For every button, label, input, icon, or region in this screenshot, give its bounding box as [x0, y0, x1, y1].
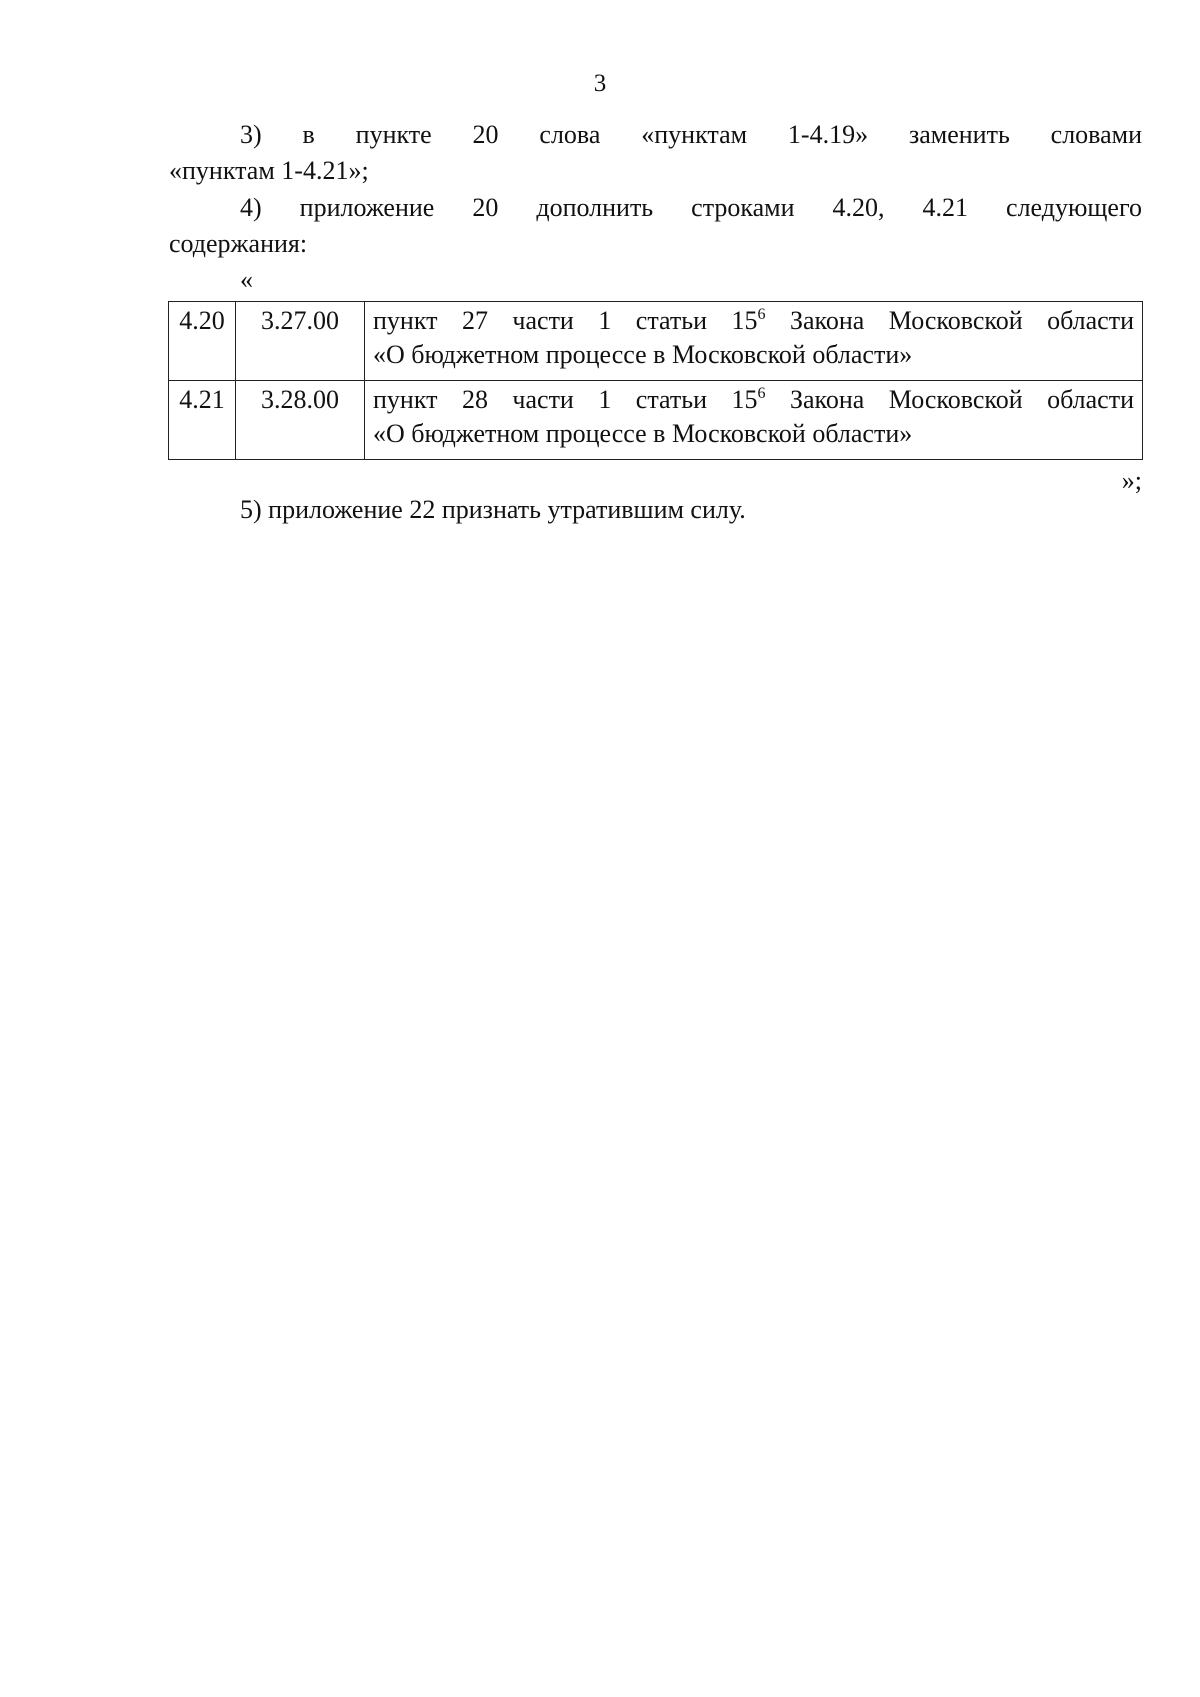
description-line-1	[373, 383, 1134, 417]
word: следующего	[1006, 193, 1142, 222]
word: «пунктам	[641, 120, 748, 149]
appendix-table	[168, 301, 1143, 460]
item-4-paragraph	[169, 190, 1142, 262]
word: дополнить	[536, 193, 654, 222]
word: 4.20,	[832, 193, 885, 222]
table-row	[169, 302, 1143, 381]
word: слова	[539, 120, 601, 149]
superscript: 6	[757, 306, 766, 323]
row-code-cell: 3.28.00	[236, 381, 365, 460]
page-number: 3	[593, 70, 607, 97]
word: строками	[691, 193, 795, 222]
description-text: пункт 28 части 1 статьи 15	[373, 385, 758, 414]
opening-quote: «	[240, 265, 253, 294]
word: 1-4.19»	[787, 120, 869, 149]
row-description-cell	[365, 381, 1143, 460]
row-number-cell: 4.21	[169, 381, 236, 460]
word: 4) приложение	[240, 193, 435, 222]
superscript: 6	[757, 385, 766, 402]
word: 3) в	[240, 120, 315, 149]
description-line-2: «О бюджетном процессе в Московской области»	[373, 419, 913, 448]
word: заменить	[908, 120, 1010, 149]
item-3-line-2: «пунктам 1-4.21»;	[169, 156, 369, 185]
description-text: Закона Московской области	[765, 385, 1134, 414]
table-row	[169, 381, 1143, 460]
description-text: пункт 27 части 1 статьи 15	[373, 306, 758, 335]
description-line-2: «О бюджетном процессе в Московской области»	[373, 340, 913, 369]
item-5-paragraph: 5) приложение 22 признать утратившим силу.	[240, 495, 746, 524]
row-description-cell	[365, 302, 1143, 381]
word: пункте	[355, 120, 432, 149]
row-code-cell: 3.27.00	[236, 302, 365, 381]
word: 20	[472, 193, 499, 222]
word: 20	[472, 120, 499, 149]
item-3-paragraph	[169, 117, 1142, 189]
item-4-line-2: содержания:	[169, 229, 308, 258]
row-number-cell: 4.20	[169, 302, 236, 381]
description-text: Закона Московской области	[765, 306, 1134, 335]
closing-quote: »;	[1121, 466, 1142, 495]
word: словами	[1050, 120, 1143, 149]
description-line-1	[373, 304, 1134, 338]
item-4-line-1	[169, 190, 1142, 226]
word: 4.21	[922, 193, 969, 222]
item-3-line-1	[169, 117, 1142, 153]
